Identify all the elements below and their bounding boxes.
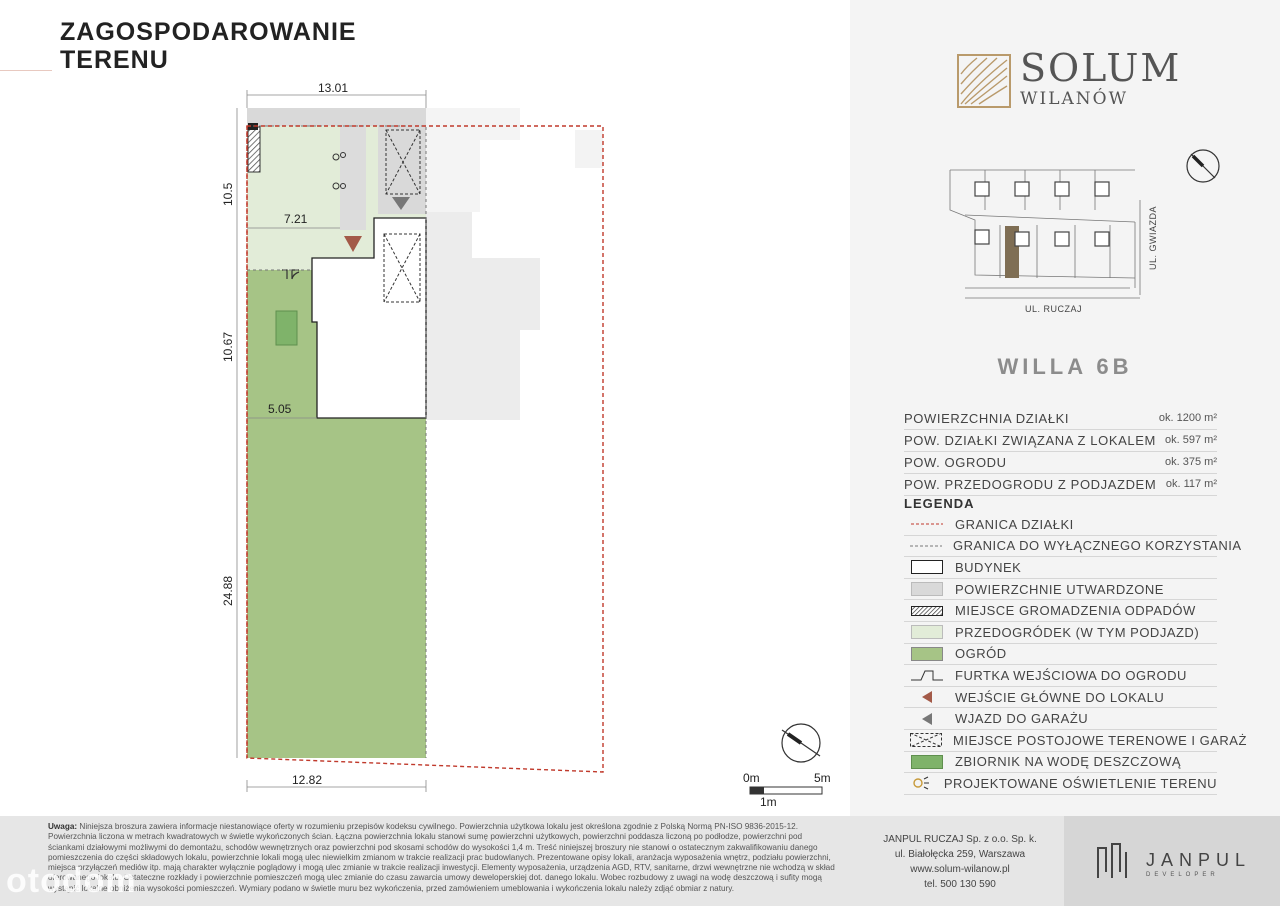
developer-sub: DEVELOPER (1146, 872, 1219, 878)
legend-item (904, 579, 1217, 601)
waste-area (248, 127, 260, 172)
neighbour-paving-right (575, 130, 603, 168)
company-name: JANPUL RUCZAJ Sp. z o.o. Sp. k. (883, 834, 1037, 845)
legend-item (904, 687, 1217, 709)
legend-label: MIEJSCE GROMADZENIA ODPADÓW (955, 603, 1196, 619)
legend-item (904, 622, 1217, 644)
company-address: ul. Białołęcka 259, Warszawa (894, 849, 1026, 860)
site-location-map (945, 160, 1170, 320)
stat-label: POW. DZIAŁKI ZWIĄZANA Z LOKALEM (904, 433, 1156, 448)
paved-box-icon (910, 582, 944, 596)
legend-label: PROJEKTOWANE OŚWIETLENIE TERENU (943, 775, 1217, 791)
rainwater-tank (276, 311, 297, 345)
legend-item (904, 708, 1217, 730)
stat-value: ok. 1200 m² (1158, 412, 1217, 424)
disclaimer-note (48, 822, 838, 894)
janpul-logo-icon (1094, 842, 1134, 882)
scale-bar (750, 787, 822, 794)
scale-start-label: 0m (743, 771, 760, 785)
scale-end-label: 5m (814, 771, 831, 785)
legend-item (904, 730, 1247, 752)
neighbour-building (426, 212, 540, 420)
legend-item (904, 514, 1217, 536)
area-stats-table (904, 408, 1217, 496)
dim-left-middle-label: 10.67 (221, 331, 235, 362)
building-box-icon (910, 560, 944, 574)
garden-box-icon (910, 647, 944, 661)
front-garden-box-icon (910, 625, 944, 639)
dim-left-lower-label: 24.88 (221, 575, 235, 606)
legend-label: BUDYNEK (955, 559, 1022, 575)
neighbour-paving (426, 108, 520, 212)
legend-item (904, 644, 1217, 666)
legend-label: POWIERZCHNIE UTWARDZONE (955, 581, 1164, 597)
legend-item (904, 773, 1217, 795)
legend-item (904, 665, 1217, 687)
solum-logo-icon (957, 54, 1011, 108)
legend-label: WJAZD DO GARAŻU (955, 711, 1089, 727)
stat-value: ok. 375 m² (1165, 456, 1217, 468)
dim-bottom-label: 12.82 (292, 773, 323, 787)
legend-label: GRANICA DZIAŁKI (955, 516, 1074, 532)
brand-name: SOLUM (1020, 46, 1182, 90)
stat-row (904, 430, 1217, 452)
paved-top-strip (247, 108, 426, 126)
page-title-line1: ZAGOSPODAROWANIE (60, 18, 357, 46)
gray-dashed-line-icon (910, 539, 942, 553)
dim-top-label: 13.01 (318, 81, 349, 95)
legend-label: ZBIORNIK NA WODĘ DESZCZOWĄ (955, 754, 1182, 770)
rainwater-tank-icon (910, 755, 944, 769)
stat-value: ok. 597 m² (1165, 434, 1217, 446)
stat-row (904, 474, 1217, 496)
page-title-line2: TERENU (60, 46, 169, 74)
street-gwiazda-label: UL. GWIAZDA (1148, 205, 1158, 270)
disclaimer-label: Uwaga: (48, 822, 78, 831)
stat-value: ok. 117 m² (1165, 478, 1217, 490)
stat-label: POW. OGRODU (904, 455, 1007, 470)
light-icon (910, 776, 933, 790)
legend-item (904, 600, 1217, 622)
dim-front-width-label: 7.21 (284, 212, 308, 226)
scale-unit-label: 1m (760, 795, 777, 809)
disclaimer-text: Niniejsza broszura zawiera informacje niestanowiące oferty w rozumieniu przepisów kodeksu cywilnego. Powierzchnia użytkowa lokalu jest określona zgodnie z Polską Normą PN-ISO 9836-2015-12. Powierzchnia liczona w metrach kwadratowych w świetle wykończonych ścian. Łączna powierzchnia lokalu stanowi sumę powierzchni użytkowych, powierzchni poddasza liczoną po podłodze, powierzchni pod ściankami działowymi możliwymi do demontażu, schodów wewnętrznych oraz powierzchni pod skosami schodów do wysokości 1,4 m. Treść niniejszej broszury nie stanowi o ostatecznym zakwalifikowaniu danego pomieszczenia do części składowych lokalu, powierzchnie lokali mogą ulec niewielkim zmianom w trakcie realizacji prac budowlanych. Prezentowane opisy lokali, aranżacja wyposażenia wnętrz, podziału powierzchni, miejsca przyłączeń mediów itp. mają charakter wyłącznie poglądowy i mogą ulec zmianie w trakcie realizacji inwestycji. Elementy wyposażenia, urządzenia AGD, RTV, sanitarne, drzwi wewnętrzne nie wchodzą w skład oferowanego lokalu. Ostateczne rozkłady i powierzchnie pomieszczeń mogą ulec zmianie do czasu zawarcia umowy deweloperskiej dot. danego lokalu. Wobec rozbudowy z uwagi na wodę deszczową i sufity mogą wystąpić lokalne obniżenia wysokości pomieszczeń. Wymiary podano w świetle muru bez wykończenia, przed zamówieniem umeblowania i wykończenia lokalu należy zdjąć obmiar z natury. (48, 822, 835, 893)
hatched-waste-icon (910, 604, 944, 618)
company-info (860, 832, 1060, 892)
company-website[interactable]: www.solum-wilanow.pl (910, 864, 1010, 875)
red-dashed-line-icon (910, 517, 944, 531)
legend-item (904, 557, 1217, 579)
gray-arrow-icon (910, 712, 944, 726)
legend-label: PRZEDOGRÓDEK (W TYM PODJAZD) (955, 624, 1200, 640)
site-map-north-icon (1185, 148, 1221, 184)
dim-garden-width-label: 5.05 (268, 402, 292, 416)
paved-walkway (340, 126, 366, 230)
gate-icon (910, 668, 944, 682)
developer-name: JANPUL (1146, 850, 1252, 870)
villa-title: WILLA 6B (997, 354, 1133, 379)
legend-title: LEGENDA (904, 496, 975, 511)
legend-label: FURTKA WEJŚCIOWA DO OGRODU (955, 667, 1187, 683)
stat-row (904, 452, 1217, 474)
legend-label: GRANICA DO WYŁĄCZNEGO KORZYSTANIA (953, 538, 1242, 554)
stat-label: POW. PRZEDOGRODU Z PODJAZDEM (904, 477, 1157, 492)
parking-cross-icon (910, 733, 942, 747)
brand-sub: WILANÓW (1020, 89, 1129, 109)
watermark: otodom (6, 862, 137, 900)
street-ruczaj-label: UL. RUCZAJ (1025, 304, 1083, 314)
stat-label: POWIERZCHNIA DZIAŁKI (904, 411, 1070, 426)
legend-label: WEJŚCIE GŁÓWNE DO LOKALU (955, 689, 1165, 705)
company-phone: tel. 500 130 590 (924, 879, 996, 890)
legend-item (904, 536, 1242, 558)
north-arrow-icon (782, 724, 820, 762)
legend-label: MIEJSCE POSTOJOWE TERENOWE I GARAŻ (953, 732, 1247, 748)
red-arrow-icon (910, 690, 944, 704)
legend-item (904, 752, 1217, 774)
legend-list (904, 514, 1247, 795)
legend-label: OGRÓD (955, 646, 1007, 662)
stat-row (904, 408, 1217, 430)
dim-left-upper-label: 10.5 (221, 182, 235, 206)
